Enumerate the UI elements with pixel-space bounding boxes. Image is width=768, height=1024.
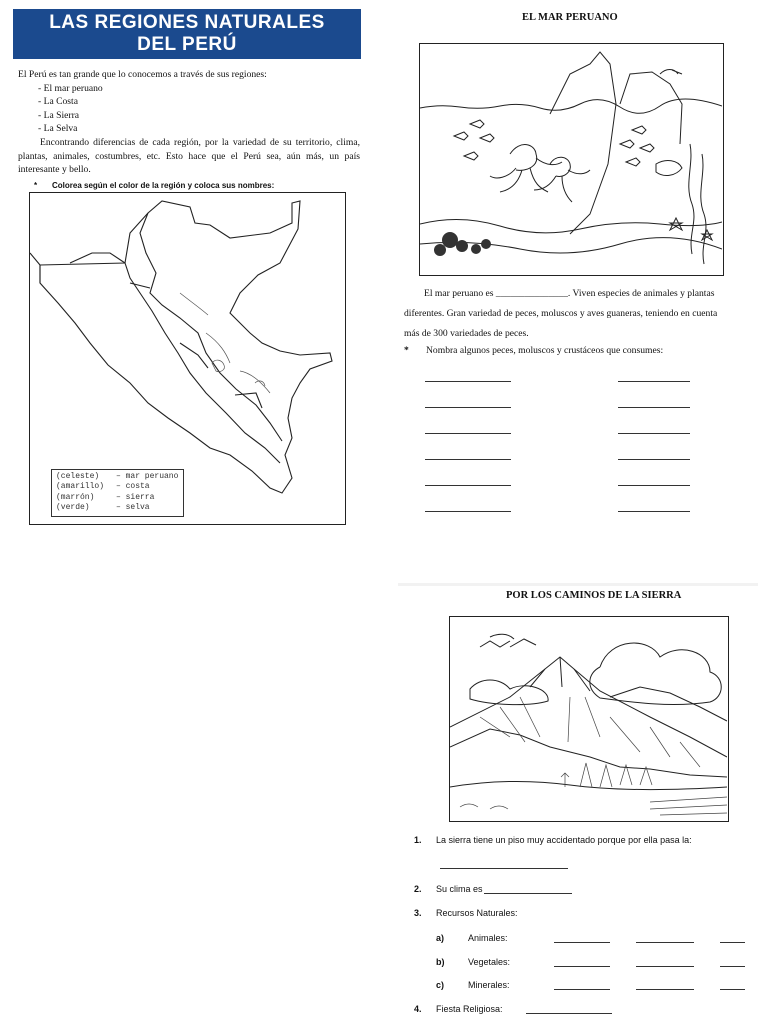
vegetales-blank[interactable]: [720, 966, 745, 967]
prompt-text: Nombra algunos peces, moluscos y crustáceos que consumes:: [426, 345, 664, 356]
region-item: - La Sierra: [38, 109, 80, 121]
legend-color: (celeste): [56, 472, 100, 481]
legend-color: (amarillo): [56, 482, 105, 492]
animales-label: Animales:: [468, 933, 508, 943]
map-legend: [51, 469, 184, 517]
legend-region: – costa: [116, 482, 150, 492]
minerales-blank[interactable]: [636, 989, 694, 990]
mar-prompt: [404, 345, 663, 356]
q3-text: Recursos Naturales:: [436, 908, 518, 918]
legend-region: – sierra: [116, 492, 155, 502]
region-item: - La Costa: [38, 96, 78, 108]
q1-text: La sierra tiene un piso muy accidentado porque por ella pasa la:: [436, 835, 692, 845]
answer-blank[interactable]: [618, 407, 690, 408]
answer-blank[interactable]: [618, 381, 690, 382]
mar-paragraph: [404, 284, 742, 344]
answer-blank[interactable]: [618, 511, 690, 512]
q1-number: 1.: [414, 835, 422, 845]
legend-color: (marrón): [56, 492, 95, 502]
mar-text-line: El mar peruano es _______________. Viven especies de animales y plantas: [424, 288, 715, 299]
answer-blank[interactable]: [425, 459, 511, 460]
minerales-blank[interactable]: [720, 989, 745, 990]
q4-text: Fiesta Religiosa:: [436, 1004, 503, 1014]
map-instruction: [34, 181, 275, 190]
mar-title: EL MAR PERUANO: [522, 12, 618, 23]
q1-answer-blank[interactable]: [440, 868, 568, 869]
answer-blank[interactable]: [425, 433, 511, 434]
answer-blank[interactable]: [425, 485, 511, 486]
minerales-blank[interactable]: [554, 989, 610, 990]
ocean-illustration-frame: [419, 43, 724, 276]
instruction-text: Colorea según el color de la región y coloca sus nombres:: [52, 181, 275, 190]
q4-answer-blank[interactable]: [526, 1013, 612, 1014]
sierra-title: POR LOS CAMINOS DE LA SIERRA: [506, 590, 682, 601]
answer-blank[interactable]: [425, 407, 511, 408]
answer-blank[interactable]: [618, 433, 690, 434]
legend-row: [56, 482, 179, 492]
mar-text-line: diferentes. Gran variedad de peces, moluscos y aves guaneras, teniendo en cuenta: [404, 308, 718, 319]
legend-color: (verde): [56, 503, 90, 513]
q4-number: 4.: [414, 1004, 422, 1014]
region-item: - El mar peruano: [38, 82, 103, 94]
animales-blank[interactable]: [720, 942, 745, 943]
minerales-label: Minerales:: [468, 980, 510, 990]
region-item: - La Selva: [38, 123, 78, 135]
ocean-scene-drawing: [420, 44, 722, 274]
animales-blank[interactable]: [636, 942, 694, 943]
animales-blank[interactable]: [554, 942, 610, 943]
b-letter: b): [436, 957, 445, 967]
q2-number: 2.: [414, 884, 422, 894]
a-letter: a): [436, 933, 445, 943]
intro-block: [18, 68, 360, 177]
title-line-2: DEL PERÚ: [137, 34, 237, 55]
legend-row: [56, 503, 179, 513]
answer-blank[interactable]: [425, 381, 511, 382]
mountain-illustration-frame: [449, 616, 729, 822]
q3-number: 3.: [414, 908, 422, 918]
answer-blank[interactable]: [618, 459, 690, 460]
instruction-bullet: *: [34, 181, 38, 190]
q2-answer-blank[interactable]: [484, 893, 572, 894]
vegetales-blank[interactable]: [636, 966, 694, 967]
answer-blank[interactable]: [425, 511, 511, 512]
c-letter: c): [436, 980, 445, 990]
mar-text-line: más de 300 variedades de peces.: [404, 328, 529, 339]
q2-text: Su clima es: [436, 884, 483, 894]
legend-row: [56, 472, 179, 482]
mountain-scene-drawing: [450, 617, 727, 820]
worksheet-title-banner: [13, 9, 361, 59]
vegetales-blank[interactable]: [554, 966, 610, 967]
legend-row: [56, 493, 179, 503]
legend-region: – mar peruano: [116, 472, 179, 481]
answer-blank[interactable]: [618, 485, 690, 486]
vegetales-label: Vegetales:: [468, 957, 511, 967]
title-line-1: LAS REGIONES NATURALES: [49, 12, 325, 33]
intro-paragraph: Encontrando diferencias de cada región, por la variedad de su territorio, clima, plantas, animales, costumbres, etc. Esto hace que el Perú sea, aún más, un país interesante y bello.: [18, 136, 360, 176]
section-divider: [398, 583, 758, 586]
prompt-bullet: *: [404, 345, 409, 356]
intro-sentence: El Perú es tan grande que lo conocemos a través de sus regiones:: [18, 69, 267, 80]
legend-region: – selva: [116, 503, 150, 513]
